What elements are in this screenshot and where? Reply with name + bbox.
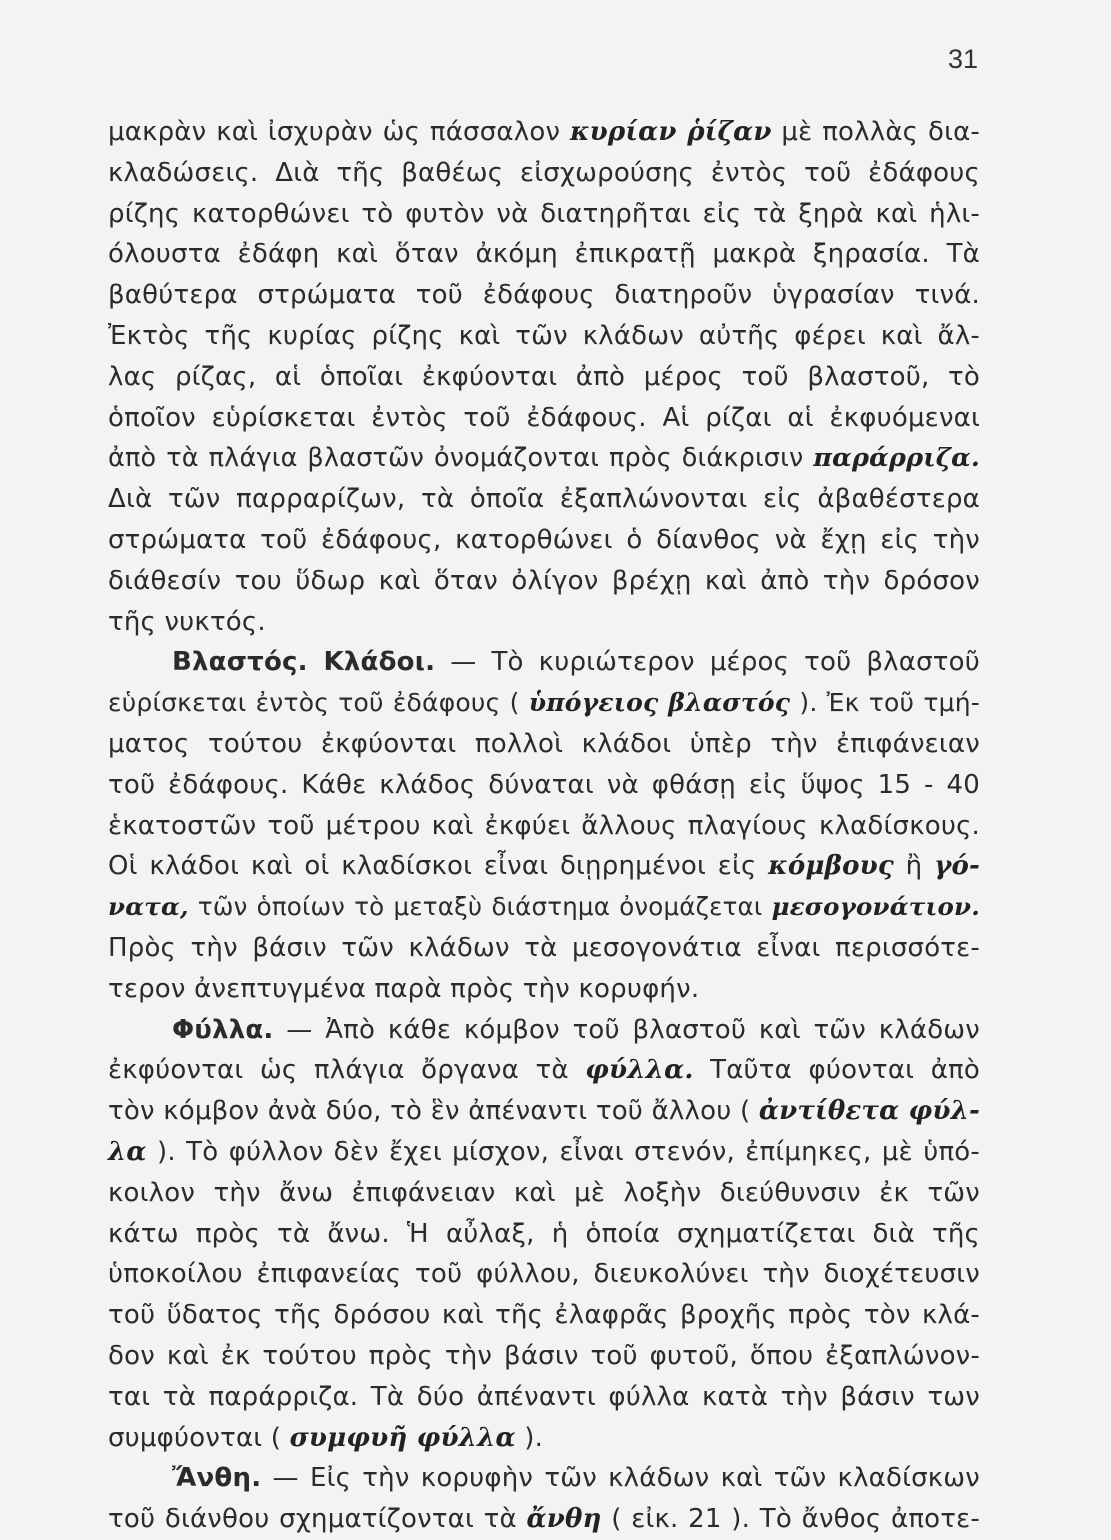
text-run: — Ἀπὸ κάθε κόμβον τοῦ βλαστοῦ καὶ τῶν κλάδων [273,1014,980,1045]
text-run: τὸν κόμβον ἀνὰ δύο, τὸ ἓν ἀπέναντι τοῦ ἄλλου ( [108,1096,759,1127]
emphasized-term: παράρριζα. [813,443,980,474]
text-run: ὑποκοίλου ἐπιφανείας τοῦ φύλλου, διευκολύνει τὴν διοχέτευσιν [108,1259,980,1290]
text-run: ). [515,1422,544,1453]
text-run: ἑκατοστῶν τοῦ μέτρου καὶ ἐκφύει ἄλλους πλαγίους κλαδίσκους. [108,810,980,841]
text-line [108,887,980,928]
text-run: δον καὶ ἐκ τούτου πρὸς τὴν βάσιν τοῦ φυτοῦ, ὅπου ἐξαπλώνον- [108,1340,980,1371]
text-line [108,969,980,1010]
text-run: ται τὰ παράρριζα. Τὰ δύο ἀπέναντι φύλλα κατὰ τὴν βάσιν των [108,1381,980,1412]
text-line [108,765,980,806]
emphasized-term: φύλλα. [585,1055,694,1086]
text-run: λας ρίζας, αἱ ὁποῖαι ἐκφύονται ἀπὸ μέρος τοῦ βλαστοῦ, τὸ [108,361,980,392]
text-run: ). Τὸ φύλλον δὲν ἔχει μίσχον, εἶναι στενόν, ἐπίμηκες, μὲ ὑπό- [146,1136,980,1167]
text-run: Ταῦτα φύονται ἀπὸ [693,1055,981,1086]
text-run: κάτω πρὸς τὰ ἄνω. Ἡ αὖλαξ, ἡ ὁποία σχηματίζεται διὰ τῆς [108,1218,980,1249]
text-run: ρίζης κατορθώνει τὸ φυτὸν νὰ διατηρῆται εἰς τὰ ξηρὰ καὶ ἡλι- [108,198,980,229]
emphasized-term: μεσογονάτιον. [771,892,980,922]
text-run: — Τὸ κυριώτερον μέρος τοῦ βλαστοῦ [435,647,980,678]
text-line [108,275,980,316]
emphasized-term: ὑπόγειος βλαστός [528,688,791,718]
emphasized-term: κυρίαν ῥίζαν [569,117,772,147]
emphasized-term: κόμβους [768,851,894,882]
emphasized-term: γό- [934,851,980,882]
text-run: ἢ [893,851,935,882]
section-heading: Βλαστός. Κλάδοι. [172,647,436,678]
text-run: ). Ἐκ τοῦ τμή- [790,688,980,718]
text-line [108,806,980,847]
text-run: τῶν ὁποίων τὸ μεταξὺ διάστημα ὀνομάζεται [188,892,772,922]
text-run: όλουστα ἐδάφη καὶ ὅταν ἀκόμη ἐπικρατῇ μακρὰ ξηρασία. Τὰ [108,239,980,270]
text-line [108,1214,980,1255]
text-run: τῆς νυκτός. [108,606,266,637]
text-run: — Εἰς τὴν κορυφὴν τῶν κλάδων καὶ τῶν κλαδίσκων [261,1463,980,1494]
text-line [108,112,980,153]
text-line [108,1254,980,1295]
text-line [108,153,980,194]
text-line [108,1336,980,1377]
page-number: 31 [947,44,978,74]
text-run: τοῦ ὕδατος τῆς δρόσου καὶ τῆς ἐλαφρᾶς βροχῆς πρὸς τὸν κλά- [108,1300,980,1331]
text-run: ματος τούτου ἐκφύονται πολλοὶ κλάδοι ὑπὲρ τὴν ἐπιφάνειαν [108,728,980,759]
text-run: Ἐκτὸς τῆς κυρίας ρίζης καὶ τῶν κλάδων αὐτῆς φέρει καὶ ἄλ- [108,320,980,351]
text-line [108,357,980,398]
emphasized-term: συμφυῆ φύλλα [289,1422,516,1453]
text-line [108,642,980,683]
text-line [108,1458,980,1499]
text-run: συμφύονται ( [108,1422,290,1453]
text-run: βαθύτερα στρώματα τοῦ ἐδάφους διατηροῦν ὑγρασίαν τινά. [108,280,980,311]
text-line [108,520,980,561]
text-line [108,1377,980,1418]
text-line [108,1132,980,1173]
text-line [108,602,980,643]
text-run: τοῦ ἐδάφους. Κάθε κλάδος δύναται νὰ φθάσῃ εἰς ὕψος 15 - 40 [108,769,980,800]
text-line [108,479,980,520]
text-line [108,724,980,765]
text-line [108,1091,980,1132]
text-line [108,1050,980,1091]
text-run: τοῦ διάνθου σχηματίζονται τὰ [108,1504,527,1535]
emphasized-term: λα [108,1136,147,1167]
text-line [108,1295,980,1336]
text-line [108,234,980,275]
text-run: Διὰ τῶν παρραρίζων, τὰ ὁποῖα ἐξαπλώνονται εἰς ἀβαθέστερα [108,484,980,515]
text-line [108,1418,980,1459]
text-run: στρώματα τοῦ ἐδάφους, κατορθώνει ὁ δίανθος νὰ ἔχῃ εἰς τὴν [108,524,980,555]
text-run: Πρὸς τὴν βάσιν τῶν κλάδων τὰ μεσογονάτια εἶναι περισσότε- [108,932,980,963]
text-run: τερον ἀνεπτυγμένα παρὰ πρὸς τὴν κορυφήν. [108,973,700,1004]
body-text [108,112,980,1540]
section-heading: Φύλλα. [172,1014,274,1045]
text-run: ἐκφύονται ὡς πλάγια ὄργανα τὰ [108,1055,586,1086]
text-run: ( εἰκ. 21 ). Τὸ ἄνθος ἀποτε- [601,1504,980,1535]
text-run: κλαδώσεις. Διὰ τῆς βαθέως εἰσχωρούσης ἐντὸς τοῦ ἐδάφους [108,157,980,188]
emphasized-term: ἀντίθετα φύλ- [758,1096,980,1127]
text-line [108,846,980,887]
text-run: μὲ πολλὰς δια- [771,117,980,147]
text-line [108,398,980,439]
text-line [108,561,980,602]
text-line [108,683,980,724]
emphasized-term: νατα, [108,892,189,922]
emphasized-term: ἄνθη [526,1504,602,1535]
text-line [108,1173,980,1214]
text-run: κοιλον τὴν ἄνω ἐπιφάνειαν καὶ μὲ λοξὴν διεύθυνσιν ἐκ τῶν [108,1177,980,1208]
text-run: ἀπὸ τὰ πλάγια βλαστῶν ὀνομάζονται πρὸς διάκρισιν [108,443,814,474]
section-heading: Ἄνθη. [172,1463,262,1494]
text-run: διάθεσίν του ὕδωρ καὶ ὅταν ὀλίγον βρέχῃ καὶ ἀπὸ τὴν δρόσον [108,565,980,596]
text-run: Οἱ κλάδοι καὶ οἱ κλαδίσκοι εἶναι διῃρημένοι εἰς [108,851,769,882]
text-line [108,928,980,969]
text-run: μακρὰν καὶ ἰσχυρὰν ὡς πάσσαλον [108,117,570,147]
text-run: ὁποῖον εὑρίσκεται ἐντὸς τοῦ ἐδάφους. Αἱ ρίζαι αἱ ἐκφυόμεναι [108,402,980,433]
text-line [108,438,980,479]
text-line [108,1010,980,1051]
text-run: εὑρίσκεται ἐντὸς τοῦ ἐδάφους ( [108,688,529,718]
text-line [108,316,980,357]
text-line [108,194,980,235]
text-line [108,1499,980,1540]
